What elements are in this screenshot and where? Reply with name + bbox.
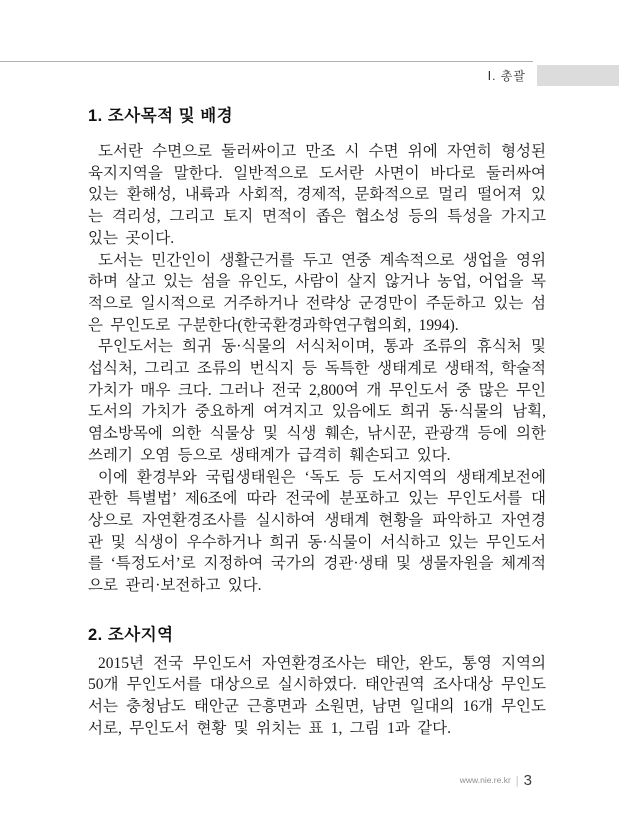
chapter-label: Ⅰ. 총괄: [487, 69, 526, 83]
page-footer: [0, 772, 532, 790]
footer-separator: |: [515, 775, 519, 787]
paragraph-island-definition: 도서란 수면으로 둘러싸이고 만조 시 수면 위에 자연히 형성된 육지지역을 말한다. 일반적으로 도서란 사면이 바다로 둘러싸여 있는 환해성, 내륙과 사회적, 경제적, 문화적으로 멀리 떨어져 있는 격리성, 그리고 토지 면적이 좁은 협소성 등의 특성을 가지고 있는 곳이다.: [88, 143, 546, 247]
page-content: [88, 104, 546, 740]
chapter-tab: [537, 65, 619, 86]
paragraph-inhabited-vs-uninhabited: 도서는 민간인이 생활근거를 두고 연중 계속적으로 생업을 영위하며 살고 있는 섬을 유인도, 사람이 살지 않거나 농업, 어업을 목적으로 일시적으로 거주하거나 전략상 군경만이 주둔하고 있는 섬은 무인도로 구분한다(한국환경과학연구협의회, 1994).: [88, 251, 546, 334]
footer-website-url: www.nie.re.kr: [459, 775, 511, 785]
paragraph-survey-area-2015: 2015년 전국 무인도서 자연환경조사는 태안, 완도, 통영 지역의 50개 무인도서를 대상으로 실시하였다. 태안권역 조사대상 무인도서는 충청남도 태안군 근흥면과 소원면, 남면 일대의 16개 무인도서로, 무인도서 현황 및 위치는 표 1, 그림 1과 같다.: [88, 654, 546, 737]
section-heading-survey-area: 2. 조사지역: [88, 625, 174, 644]
paragraph-ecological-value: 무인도서는 희귀 동·식물의 서식처이며, 통과 조류의 휴식처 및 섭식처, 그리고 조류의 번식지 등 독특한 생태계로 생태적, 학술적 가치가 매우 크다. 그러나 전국 2,800여 개 무인도서 중 많은 무인도서의 가치가 중요하게 여겨지고 있음에도 희귀 동·식물의 남획, 염소방목에 의한 식물상 및 식생 훼손, 낚시꾼, 관광객 등에 의한 쓰레기 오염 등으로 생태계가 급격히 훼손되고 있다.: [88, 338, 546, 464]
page-number: 3: [523, 772, 532, 789]
paragraph-special-act: 이에 환경부와 국립생태원은 ‘독도 등 도서지역의 생태계보전에 관한 특별법’ 제6조에 따라 전국에 분포하고 있는 무인도서를 대상으로 자연환경조사를 실시하여 생태계 현황을 파악하고 자연경관 및 식생이 우수하거나 희귀 동·식물이 서식하고 있는 무인도서를 ‘특정도서’로 지정하여 국가의 경관·생태 및 생물자원을 체계적으로 관리·보전하고 있다.: [88, 468, 546, 595]
section-heading-survey-purpose: 1. 조사목적 및 배경: [88, 107, 234, 125]
header-rule: [0, 61, 533, 62]
